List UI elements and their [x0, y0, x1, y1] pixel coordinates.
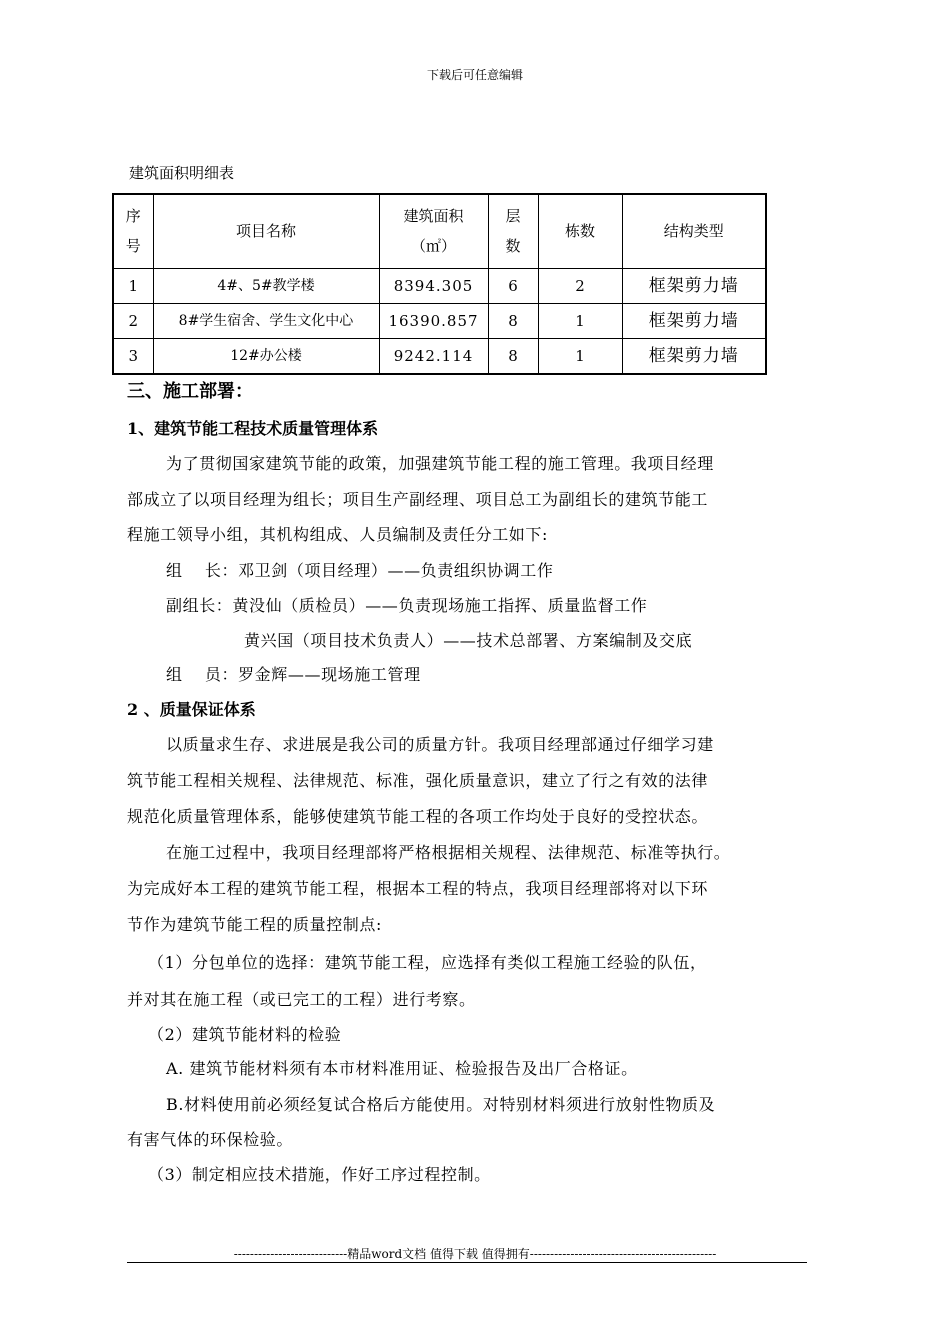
paragraph-line: 为了贯彻国家建筑节能的政策，加强建筑节能工程的施工管理。我项目经理	[166, 454, 714, 473]
cell-seq: 2	[113, 303, 153, 338]
list-item-line: （2）建筑节能材料的检验	[148, 1025, 342, 1044]
subsection-heading: 1、建筑节能工程技术质量管理体系	[127, 419, 379, 438]
table-header-row	[113, 194, 766, 268]
cell-count: 2	[538, 268, 622, 303]
cell-area: 16390.857	[379, 303, 488, 338]
cell-floors: 8	[488, 303, 538, 338]
cell-seq: 1	[113, 268, 153, 303]
cell-area: 8394.305	[379, 268, 488, 303]
table-row	[113, 338, 766, 374]
cell-floors: 6	[488, 268, 538, 303]
paragraph-line: 节作为建筑节能工程的质量控制点:	[127, 915, 382, 934]
list-item-line: 有害气体的环保检验。	[127, 1130, 294, 1149]
footer-rule	[127, 1262, 807, 1263]
list-item-line: 并对其在施工程（或已完工的工程）进行考察。	[127, 990, 476, 1009]
paragraph-line: 规范化质量管理体系，能够使建筑节能工程的各项工作均处于良好的受控状态。	[127, 807, 709, 826]
staff-line: 黄兴国（项目技术负责人）——技术总部署、方案编制及交底	[244, 631, 693, 650]
header-floors	[488, 194, 538, 268]
subsection-heading: 2 、质量保证体系	[127, 700, 256, 719]
header-name: 项目名称	[153, 194, 379, 268]
area-table	[112, 193, 767, 375]
cell-floors: 8	[488, 338, 538, 374]
cell-structure: 框架剪力墙	[622, 268, 766, 303]
staff-line: 组 长：邓卫剑（项目经理）——负责组织协调工作	[166, 561, 554, 580]
cell-area: 9242.114	[379, 338, 488, 374]
cell-name: 12#办公楼	[153, 338, 379, 374]
paragraph-line: 为完成好本工程的建筑节能工程，根据本工程的特点，我项目经理部将对以下环	[127, 879, 709, 898]
list-item-line: （1）分包单位的选择：建筑节能工程，应选择有类似工程施工经验的队伍，	[148, 953, 707, 972]
cell-seq: 3	[113, 338, 153, 374]
paragraph-line: 程施工领导小组，其机构组成、人员编制及责任分工如下:	[127, 525, 548, 544]
section-heading: 三、施工部署：	[127, 381, 253, 402]
list-item-line: B.材料使用前必须经复试合格后方能使用。对特别材料须进行放射性物质及	[166, 1095, 716, 1114]
table-caption: 建筑面积明细表	[129, 164, 235, 182]
table-row	[113, 268, 766, 303]
header-floors-line2: 数	[505, 237, 521, 256]
header-seq-line1: 序	[125, 207, 141, 226]
page-footer-note: ----------------------------精品word文档 值得下载 值得拥有----------------------------------------------	[233, 1247, 717, 1261]
header-seq-line2: 号	[125, 237, 141, 256]
cell-structure: 框架剪力墙	[622, 338, 766, 374]
staff-line: 组 员：罗金辉——现场施工管理	[166, 665, 421, 684]
staff-line: 副组长：黄没仙（质检员）——负责现场施工指挥、质量监督工作	[166, 596, 648, 615]
header-area-line2: （㎡）	[410, 237, 456, 256]
cell-name: 8#学生宿舍、学生文化中心	[153, 303, 379, 338]
list-item-line: （3）制定相应技术措施，作好工序过程控制。	[148, 1165, 491, 1184]
header-area	[379, 194, 488, 268]
cell-name: 4#、5#教学楼	[153, 268, 379, 303]
paragraph-line: 在施工过程中，我项目经理部将严格根据相关规程、法律规范、标准等执行。	[166, 843, 731, 862]
list-item-line: A. 建筑节能材料须有本市材料准用证、检验报告及出厂合格证。	[166, 1059, 638, 1078]
paragraph-line: 以质量求生存、求进展是我公司的质量方针。我项目经理部通过仔细学习建	[166, 735, 714, 754]
page-header-note: 下载后可任意编辑	[426, 68, 523, 82]
table-row	[113, 303, 766, 338]
cell-count: 1	[538, 338, 622, 374]
paragraph-line: 部成立了以项目经理为组长；项目生产副经理、项目总工为副组长的建筑节能工	[127, 490, 709, 509]
header-area-line1: 建筑面积	[403, 207, 464, 226]
cell-structure: 框架剪力墙	[622, 303, 766, 338]
header-structure: 结构类型	[622, 194, 766, 268]
header-floors-line1: 层	[505, 207, 521, 226]
paragraph-line: 筑节能工程相关规程、法律规范、标准，强化质量意识，建立了行之有效的法律	[127, 771, 709, 790]
header-count: 栋数	[538, 194, 622, 268]
header-seq	[113, 194, 153, 268]
cell-count: 1	[538, 303, 622, 338]
